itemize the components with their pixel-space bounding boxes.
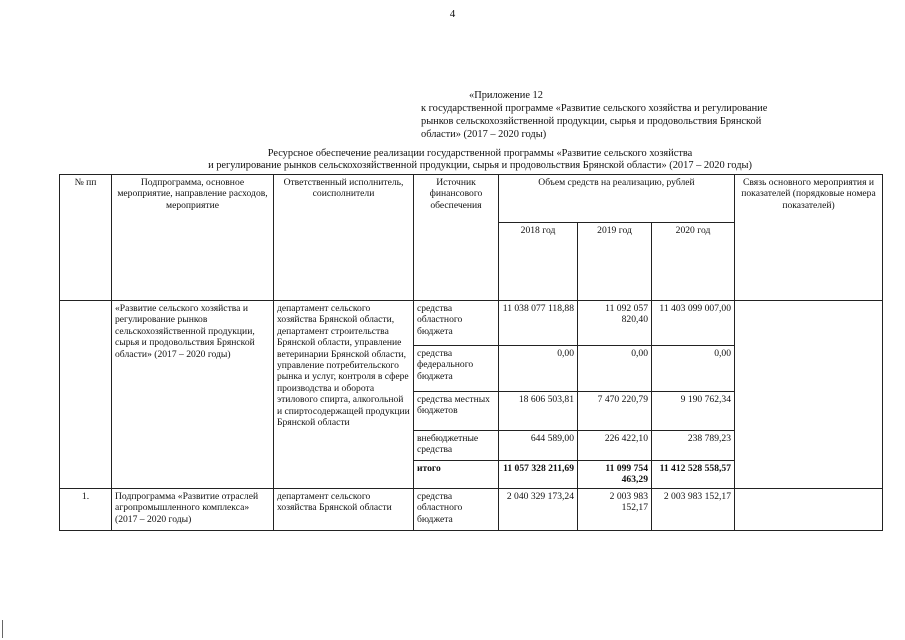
program-name: «Развитие сельского хозяйства и регулирование рынков сельскохозяйственной продукции, сырья и продовольствия Брянской области» (2017 – 2020 годы) bbox=[112, 301, 274, 489]
appendix-line-2: к государственной программе «Развитие сельского хозяйства и регулирование bbox=[421, 103, 768, 114]
value-2019: 11 092 057 820,40 bbox=[578, 301, 652, 346]
header-year-2020: 2020 год bbox=[652, 223, 735, 301]
header-link: Связь основного мероприятия и показателей (порядковые номера показателей) bbox=[735, 175, 883, 301]
subprogram-executor: департамент сельского хозяйства Брянской области bbox=[274, 488, 414, 530]
header-subprogram: Подпрограмма, основное мероприятие, направление расходов, мероприятие bbox=[112, 175, 274, 301]
subprogram-num: 1. bbox=[60, 488, 112, 530]
value-2019: 7 470 220,79 bbox=[578, 392, 652, 431]
table-title-line-1: Ресурсное обеспечение реализации государственной программы «Развитие сельского хозяйства bbox=[267, 148, 693, 159]
appendix-header bbox=[421, 89, 801, 141]
source-cell: средства областного бюджета bbox=[414, 301, 499, 346]
resource-table bbox=[59, 174, 883, 531]
header-num: № пп bbox=[60, 175, 112, 301]
value-2020: 11 403 099 007,00 bbox=[652, 301, 735, 346]
value-2020-total: 11 412 528 558,57 bbox=[652, 461, 735, 489]
header-executor: Ответственный исполнитель, соисполнители bbox=[274, 175, 414, 301]
value-2020: 9 190 762,34 bbox=[652, 392, 735, 431]
program-link-cell bbox=[735, 301, 883, 489]
value-2020: 0,00 bbox=[652, 346, 735, 392]
value-2018: 11 038 077 118,88 bbox=[499, 301, 578, 346]
source-cell-total: итого bbox=[414, 461, 499, 489]
value-2018-total: 11 057 328 211,69 bbox=[499, 461, 578, 489]
program-num-cell bbox=[60, 301, 112, 489]
header-amount: Объем средств на реализацию, рублей bbox=[499, 175, 735, 223]
value-2018: 0,00 bbox=[499, 346, 578, 392]
value-2018: 18 606 503,81 bbox=[499, 392, 578, 431]
header-year-2019: 2019 год bbox=[578, 223, 652, 301]
page-number: 4 bbox=[449, 8, 456, 20]
subprogram-value-2019: 2 003 983 152,17 bbox=[578, 488, 652, 530]
source-cell: средства федерального бюджета bbox=[414, 346, 499, 392]
subprogram-source: средства областного бюджета bbox=[414, 488, 499, 530]
source-cell: средства местных бюджетов bbox=[414, 392, 499, 431]
value-2019-total: 11 099 754 463,29 bbox=[578, 461, 652, 489]
header-year-2018: 2018 год bbox=[499, 223, 578, 301]
program-row-regional bbox=[60, 301, 883, 346]
subprogram-link-cell bbox=[735, 488, 883, 530]
header-source: Источник финансового обеспечения bbox=[414, 175, 499, 301]
subprogram-name: Подпрограмма «Развитие отраслей агропромышленного комплекса» (2017 – 2020 годы) bbox=[112, 488, 274, 530]
source-cell: внебюджетные средства bbox=[414, 431, 499, 461]
value-2019: 0,00 bbox=[578, 346, 652, 392]
program-executor: департамент сельского хозяйства Брянской области, департамент строительства Брянской области, управление ветеринарии Брянской области, управление потребительского рынка и услуг, контроля в сфере производства и оборота этилового спирта, алкогольной и спиртосодержащей продукции Брянской области bbox=[274, 301, 414, 489]
table-title bbox=[180, 148, 780, 172]
appendix-line-4: области» (2017 – 2020 годы) bbox=[421, 129, 547, 140]
value-2019: 226 422,10 bbox=[578, 431, 652, 461]
appendix-line-1: «Приложение 12 bbox=[469, 90, 543, 101]
subprogram-value-2020: 2 003 983 152,17 bbox=[652, 488, 735, 530]
value-2018: 644 589,00 bbox=[499, 431, 578, 461]
appendix-line-3: рынков сельскохозяйственной продукции, сырья и продовольствия Брянской bbox=[421, 116, 762, 127]
subprogram-row-1 bbox=[60, 488, 883, 530]
scan-edge-mark bbox=[2, 620, 3, 638]
value-2020: 238 789,23 bbox=[652, 431, 735, 461]
subprogram-value-2018: 2 040 329 173,24 bbox=[499, 488, 578, 530]
table-title-line-2: и регулирование рынков сельскохозяйственной продукции, сырья и продовольствия Брянской области» (2017 – 2020 годы) bbox=[208, 160, 752, 171]
